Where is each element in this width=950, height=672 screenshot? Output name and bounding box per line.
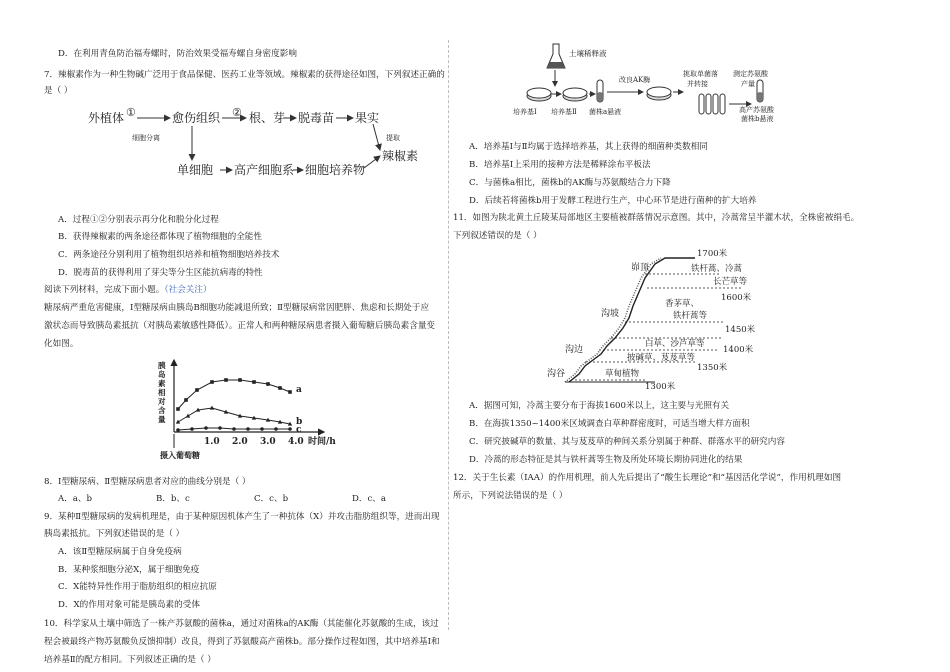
q10-option-a: A．培养基Ⅰ与Ⅱ均属于选择培养基，其上获得的细菌种类数相同 (469, 142, 708, 152)
q8-option-a: A．a、b (58, 494, 93, 504)
valley-label: 沟谷 (547, 369, 566, 379)
q12-stem: 12．关于生长素（IAA）的作用机理，前人先后提出了“酸生长理论”和“基因活化学说”，作用机理如图 (453, 473, 842, 483)
x-tick-2: 2.0 (232, 437, 248, 447)
x-tick-3: 3.0 (260, 437, 276, 447)
high-label: 高产苏氨酸 (739, 106, 774, 114)
material-line-3: 化如图。 (44, 339, 79, 349)
petri-dish-3-icon (647, 87, 671, 100)
veg1b-label: 长芒草等 (713, 277, 748, 287)
curve-c-point-6 (246, 427, 250, 431)
root-bud-node: 根、芽 (249, 111, 286, 125)
q8-option-d: D．c、a (352, 494, 387, 504)
curve-b-point-4 (210, 406, 214, 410)
column-divider (448, 40, 449, 630)
x-tick-1: 1.0 (204, 437, 220, 447)
seedling-node: 脱毒苗 (298, 111, 335, 125)
q9-option-d: D．X的作用对象可能是胰岛素的受体 (58, 600, 200, 610)
top-label: 峁顶 (631, 263, 650, 273)
veg1-label: 铁杆蒿、冷蒿 (691, 264, 743, 274)
medium2-label: 培养基Ⅱ (551, 108, 577, 116)
q9-option-a: A．该Ⅱ型糖尿病属于自身免疫病 (58, 547, 182, 557)
q7-option-b: B．获得辣椒素的两条途径都体现了植物细胞的全能性 (58, 232, 262, 242)
curve-a-point-7 (252, 380, 256, 384)
curve-a-point-9 (278, 386, 282, 390)
q8-stem: 8．Ⅰ型糖尿病、Ⅱ型糖尿病患者对应的曲线分别是（ ） (44, 477, 251, 487)
insulin-chart (152, 354, 392, 466)
svg-text:胰岛素相对含量: 胰岛素相对含量 (158, 361, 166, 424)
veg5-label: 草甸植物 (605, 369, 640, 379)
q12-stem-cont: 所示，下列说法错误的是（ ） (453, 491, 568, 501)
y-axis-label (157, 360, 166, 424)
curve-c-point-4 (218, 426, 222, 430)
curve-a-point-8 (266, 382, 270, 386)
curve-b-label: b (296, 417, 303, 427)
curve-a-point-6 (238, 378, 242, 382)
veg2b-label: 铁杆蒿等 (673, 311, 708, 321)
culture-node: 细胞培养物 (305, 163, 366, 177)
extract-label: 提取 (386, 134, 400, 142)
x-tick-4: 4.0 (288, 437, 304, 447)
transfer-label: 并转接 (687, 80, 708, 88)
step2-label: ② (232, 106, 242, 119)
cell-sep-label: 细胞分离 (132, 134, 160, 142)
veg4-label: 披碱草、芨芨草等 (627, 353, 696, 363)
petri-dish-1-icon (527, 88, 551, 101)
curve-a-line (178, 380, 290, 409)
curve-c-point-9 (288, 427, 292, 431)
strain-b-label: 菌株b悬液 (741, 115, 774, 123)
material-line-1: 糖尿病严重危害健康，Ⅰ型糖尿病由胰岛B细胞功能减退所致；Ⅱ型糖尿病常因肥胖、焦虑和长期处于应 (44, 303, 430, 313)
q11-option-d: D．冷蒿的形态特征是其与铁杆蒿等生物及所处环境长期协同进化的结果 (469, 455, 743, 465)
tube-b-icon (757, 80, 763, 102)
yield-label: 产量 (741, 80, 755, 88)
medium1-label: 培养基Ⅰ (513, 108, 537, 116)
elev-1450: 1450米 (725, 325, 756, 335)
curve-a-point-5 (224, 378, 228, 382)
q8-option-b: B．b、c (156, 494, 190, 504)
ak-label: 改良AK酶 (619, 76, 651, 84)
q11-option-a: A．据图可知，冷蒿主要分布于海拔1600米以上，这主要与光照有关 (469, 401, 730, 411)
elev-1400: 1400米 (723, 345, 754, 355)
reading-intro (44, 284, 212, 296)
curve-a-point-1 (176, 407, 180, 411)
q10-stem: 10．科学家从土壤中筛选了一株产苏氨酸的菌株a，通过对菌株a的AK酶（其能催化苏氨酸的生成，该过 (44, 619, 439, 629)
slope-label: 沟坡 (601, 309, 620, 319)
q7-option-a: A．过程①②分别表示再分化和脱分化过程 (58, 215, 219, 225)
q10-stem-cont-2: 培养基Ⅱ的配方相同。下列叙述正确的是（ ） (44, 655, 216, 665)
curve-b-line (178, 408, 290, 424)
curve-a-label: a (296, 385, 302, 395)
q10-option-d: D．后续若将菌株b用于发酵工程进行生产，中心环节是进行菌种的扩大培养 (469, 196, 757, 206)
curve-c-point-8 (274, 427, 278, 431)
q10-stem-cont-1: 程会被最终产物苏氨酸负反馈抑制）改良，得到了苏氨酸高产菌株b。部分操作过程如图，其中培养基Ⅰ和 (44, 637, 440, 647)
single-cell-node: 单细胞 (177, 163, 214, 177)
step1-label: ① (126, 106, 136, 119)
curve-c-point-2 (190, 427, 194, 431)
q7-option-d: D．脱毒苗的获得利用了芽尖等分生区能抗病毒的特性 (58, 268, 263, 278)
material-line-2: 激状态而导致胰岛素抵抗（对胰岛素敏感性降低）。正常人和两种糖尿病患者摄入葡萄糖后胰岛素含量变 (44, 321, 436, 331)
x-axis-label: 时间/h (308, 437, 336, 447)
q7-stem: 7．辣椒素作为一种生物碱广泛用于食品保健、医药工业等领域。辣椒素的获得途径如图，下列叙述正确的 (44, 70, 445, 80)
soil-label: 土壤稀释液 (569, 49, 607, 58)
vegetation-slope-diagram (545, 242, 805, 392)
q10-option-c: C．与菌株a相比，菌株b的AK酶与苏氨酸结合力下降 (469, 178, 671, 188)
pick-label: 挑取单菌落 (683, 70, 718, 78)
soil-flask-icon (547, 44, 565, 68)
curve-c-point-7 (260, 427, 264, 431)
callus-node: 愈伤组织 (172, 111, 221, 125)
veg3-label: 白草、沙芦草等 (645, 339, 705, 349)
strain-screening-diagram (513, 42, 833, 128)
capsaicin-node: 辣椒素 (382, 149, 419, 163)
q10-option-b: B．培养基Ⅰ上采用的接种方法是稀释涂布平板法 (469, 160, 651, 170)
q11-stem: 11．如图为陕北黄土丘陵某局部地区主要植被群落情况示意图。其中，冷蒿常呈半灌木状，全株密被绢毛。 (453, 213, 860, 223)
social-tag: （社会关注） (164, 285, 212, 295)
capsaicin-flow-diagram (74, 102, 444, 202)
veg2-label: 香茅草、 (665, 299, 700, 309)
q11-option-c: C．研究披碱草的数量、其与芨芨草的种间关系分别属于种群、群落水平的研究内容 (469, 437, 785, 447)
tube-a-icon (597, 80, 603, 102)
q11-stem-cont: 下列叙述错误的是（ ） (453, 231, 542, 241)
curve-a-point-4 (210, 380, 214, 384)
explant-node: 外植体 (88, 111, 125, 125)
curve-a-point-10 (288, 390, 292, 394)
curve-c-point-5 (232, 427, 236, 431)
reading-intro-text: 阅读下列材料，完成下面小题。 (44, 285, 165, 295)
tube-rack-icon (699, 94, 725, 114)
petri-dish-2-icon (563, 88, 587, 101)
measure-label: 测定苏氨酸 (733, 70, 768, 78)
q9-option-b: B．某种浆细胞分泌X，属于细胞免疫 (58, 565, 200, 575)
fruit-node: 果实 (355, 111, 380, 125)
q9-stem: 9．某种Ⅱ型糖尿病的发病机理是，由于某种原因机体产生了一种抗体（X）并攻击脂肪组织等，进而出现 (44, 512, 440, 522)
elev-1700: 1700米 (697, 249, 728, 259)
high-cell-node: 高产细胞系 (234, 163, 295, 177)
q9-stem-cont: 胰岛素抵抗。下列叙述错误的是（ ） (44, 529, 185, 539)
curve-c-point-3 (204, 426, 208, 430)
q7-option-c: C．两条途径分别利用了植物组织培养和植物细胞培养技术 (58, 250, 280, 260)
elev-1600: 1600米 (721, 293, 752, 303)
q7-stem-cont: 是（ ） (44, 86, 73, 96)
curve-a-point-2 (184, 398, 188, 402)
strain-a-label: 菌株a悬液 (589, 108, 622, 116)
curve-a-point-3 (195, 388, 199, 392)
curve-c-point-1 (176, 428, 180, 432)
elev-1300: 1300米 (645, 382, 676, 392)
q8-option-c: C．c、b (254, 494, 289, 504)
q11-option-b: B．在海拔1350~1400米区域调查白草种群密度时，可适当增大样方面积 (469, 419, 750, 429)
chart-caption: 摄入葡萄糖 (160, 450, 200, 460)
elev-1350: 1350米 (697, 363, 728, 373)
q9-option-c: C．X能特异性作用于脂肪组织的相应抗原 (58, 582, 217, 592)
curve-c-label: c (296, 425, 302, 435)
edge-label: 沟边 (565, 345, 584, 355)
q6-option-d: D．在利用青鱼防治福寿螺时，防治效果受福寿螺自身密度影响 (58, 49, 297, 59)
